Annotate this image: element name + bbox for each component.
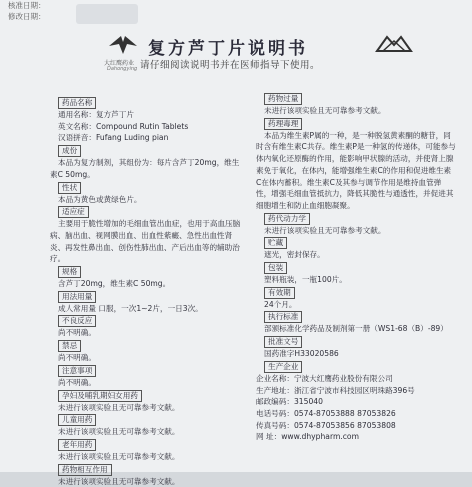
section-heading-appearance: 性状 [58,182,81,194]
maker-address: 生产地址：浙江省宁波市科技园区明珠路396号 [256,385,415,395]
mountain-logo-icon [375,33,413,53]
document-title: 复方芦丁片说明书 [148,39,308,59]
maker-company: 企业名称：宁波大红鹰药业股份有限公司 [256,373,393,383]
pregnancy-text: 未进行该项实验且无可靠参考文献。 [58,402,180,412]
section-heading-usage: 用法用量 [58,291,96,303]
section-heading-maker: 生产企业 [264,361,302,373]
right-column [256,92,456,443]
caution-text: 尚不明确。 [58,377,96,387]
appearance-text: 本品为黄色或黄绿色片。 [58,194,142,204]
revision-date-label: 修改日期： [8,12,46,21]
children-text: 未进行该项实验且无可靠参考文献。 [58,427,180,437]
section-heading-storage: 贮藏 [264,237,287,249]
validity-text: 24个月。 [264,299,297,309]
package-text: 塑料瓶装，一瓶100片。 [264,275,347,285]
section-heading-interaction: 药物相互作用 [58,464,112,476]
usage-text: 成人常用量 口服，一次1~2片，一日3次。 [58,303,203,313]
spec-text: 含芦丁20mg，维生素C 50mg。 [58,279,171,289]
eagle-logo-icon [107,32,139,58]
kinetics-text: 未进行该项实验且无可靠参考文献。 [264,225,386,235]
document-subtitle: 请仔细阅读说明书并在医师指导下使用。 [140,60,321,71]
approval-date-label: 核准日期： [8,1,46,10]
contra-text: 尚不明确。 [58,353,96,363]
section-heading-approval: 批准文号 [264,336,302,348]
pinyin-name: 汉语拼音：Fufang Luding pian [58,133,169,143]
section-heading-validity: 有效期 [264,287,295,299]
interaction-text: 未进行该项实验且无可靠参考文献。 [58,476,180,486]
indications-text: 主要用于脆性增加的毛细血管出血症，也用于高血压脑病、脑出血、视网膜出血、出血性紫癜、急性出血性肾炎、再发性鼻出血、创伤性肺出血、产后出血等的辅助治疗。 [50,219,241,264]
maker-postcode: 邮政编码：315040 [256,397,323,407]
generic-name: 通用名称：复方芦丁片 [58,110,134,119]
standard-text: 部颁标准化学药品及制剂第一册（WS1-68（B）-89） [264,324,448,334]
section-heading-elderly: 老年用药 [58,439,96,451]
section-heading-kinetics: 药代动力学 [264,213,310,225]
maker-website: 网 址：www.dhypharm.com [256,432,359,442]
storage-text: 遮光，密封保存。 [264,250,325,260]
section-heading-spec: 规格 [58,266,81,278]
left-column [50,96,245,487]
section-heading-ingredients: 成份 [58,145,81,157]
section-heading-caution: 注意事项 [58,365,96,377]
english-name: 英文名称：Compound Rutin Tablets [58,121,189,131]
company-logo-pinyin: Dahongying [107,66,138,72]
adverse-text: 尚不明确。 [58,328,96,338]
section-heading-standard: 执行标准 [264,311,302,323]
section-heading-contra: 禁忌 [58,340,81,352]
approval-text: 国药准字H33020586 [264,349,339,359]
section-heading-name: 药品名称 [58,97,96,109]
section-heading-children: 儿童用药 [58,414,96,426]
date-corner [0,0,46,22]
section-heading-package: 包装 [264,262,287,274]
section-heading-adverse: 不良反应 [58,315,96,327]
section-heading-indications: 适应症 [58,206,89,218]
redacted-area [76,4,138,24]
pharm-text: 本品为维生素P属的一种，是一种脱氢黄素酮的糖苷，同时含有维生素C共存。维生素P是一种氢的传递体，可能参与体内氧化还原酶的作用，能影响甲状腺的活动，并使肾上腺素免于氧化，在体内，能增强维生素C的作用和促进维生素C在体内蓄积。维生素C及其参与调节作用是维持血管弹性，增强毛细血管抵抗力，降低其脆性与通透性，并促进其细胞增生和防止血细胞凝聚。 [256,130,456,210]
overdose-text: 未进行该项实验且无可靠参考文献。 [264,106,386,115]
elderly-text: 未进行该项实验且无可靠参考文献。 [58,451,180,461]
ingredients-text: 本品为复方制剂，其组份为：每片含芦丁20mg，维生素C 50mg。 [50,158,240,179]
section-heading-pharm: 药理毒理 [264,118,302,130]
section-heading-overdose: 药物过量 [264,93,302,105]
maker-fax: 传真号码：0574-87053856 87053808 [256,420,396,430]
company-logo-name: 大红鹰药业 [104,60,135,67]
maker-phone: 电话号码：0574-87053888 87053826 [256,408,396,418]
section-heading-pregnancy: 孕妇及哺乳期妇女用药 [58,390,142,402]
